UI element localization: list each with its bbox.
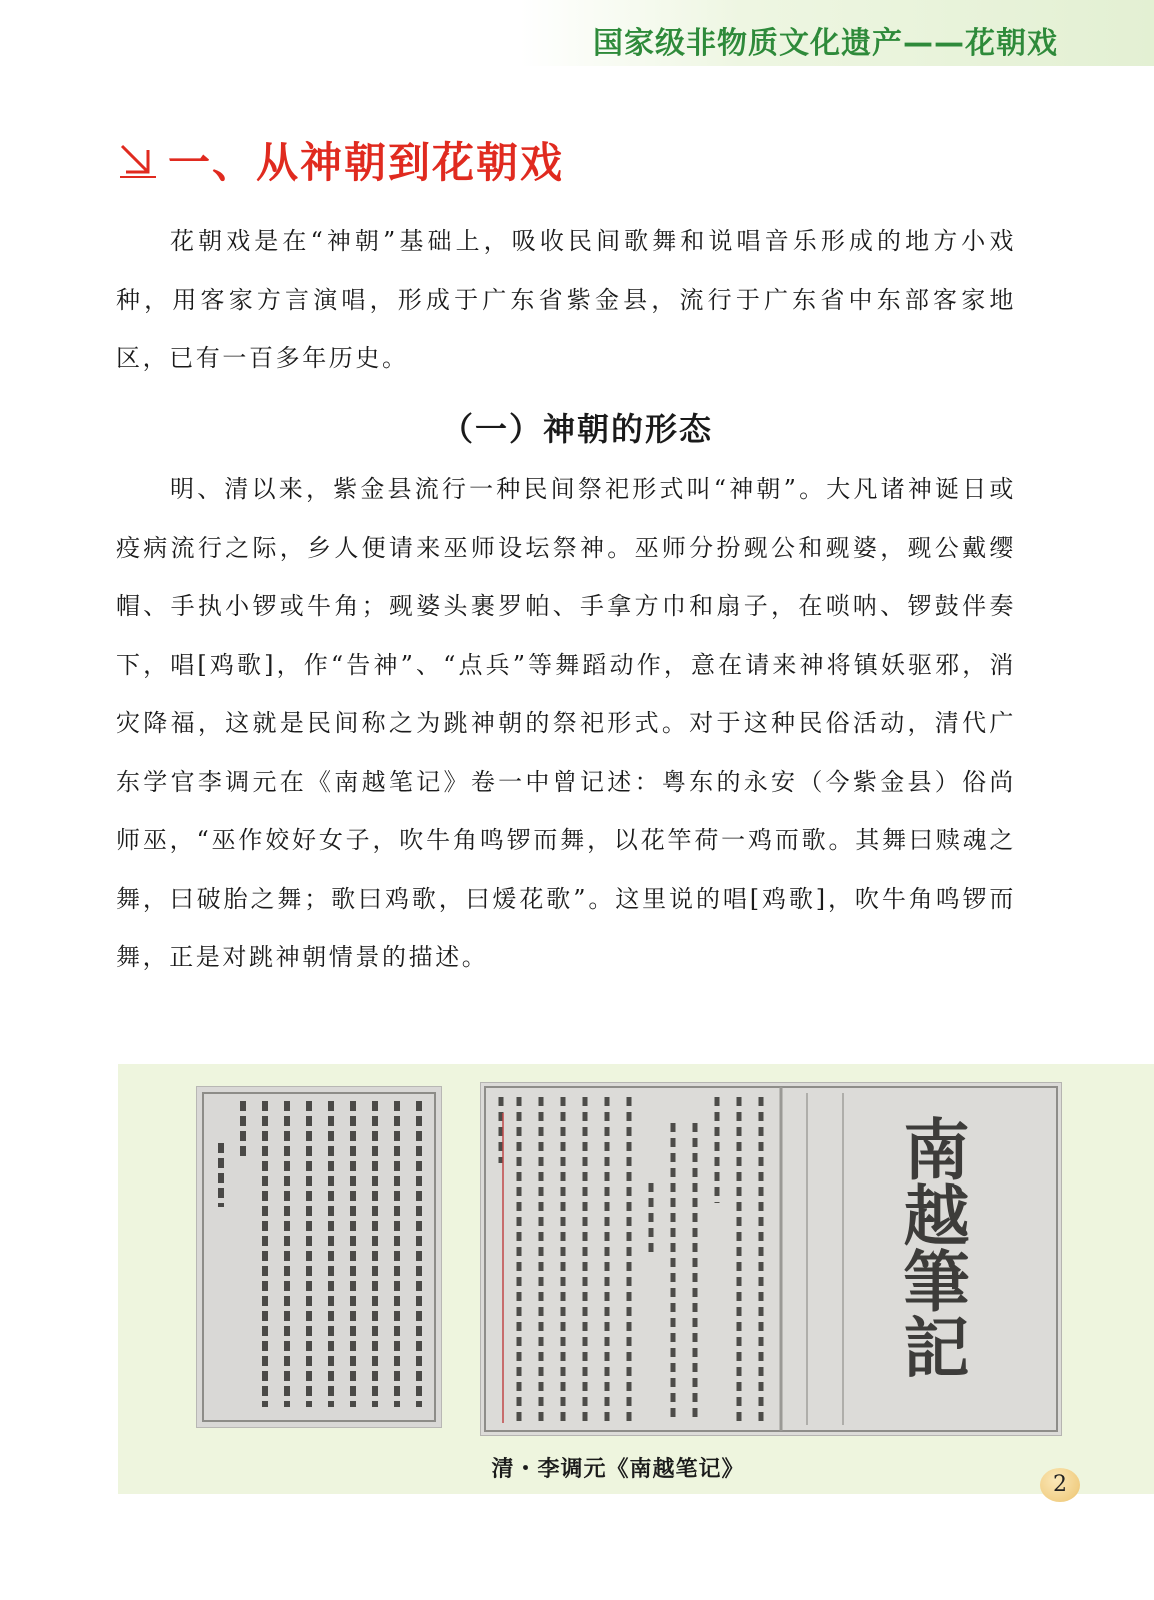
book-page-text-columns	[197, 1087, 441, 1427]
book-page-scan-image	[196, 1086, 442, 1428]
book-cover-scan-image	[480, 1082, 1062, 1436]
chapter-heading	[118, 130, 564, 190]
page-number-badge: 2	[1040, 1468, 1080, 1502]
arrow-down-right-icon	[118, 140, 158, 180]
book-cover-title: 南越筆記	[892, 1115, 970, 1379]
figure-caption: 清・李调元《南越笔记》	[491, 1457, 745, 1482]
main-paragraph: 明、清以来，紫金县流行一种民间祭祀形式叫“神朝”。大凡诸神诞日或疫病流行之际，乡人便请来巫师设坛祭神。巫师分扮觋公和觋婆，觋公戴缨帽、手执小锣或牛角；觋婆头裹罗帕、手拿方巾和扇子，在唢呐、锣鼓伴奏下，唱[鸡歌]，作“告神”、“点兵”等舞蹈动作，意在请来神将镇妖驱邪，消灾降福，这就是民间称之为跳神朝的祭祀形式。对于这种民俗活动，清代广东学官李调元在《南越笔记》卷一中曾记述：粤东的永安（今紫金县）俗尚师巫，“巫作姣好女子，吹牛角鸣锣而舞，以花竿荷一鸡而歌。其舞曰赎魂之舞，曰破胎之舞；歌曰鸡歌，曰煖花歌”。这里说的唱[鸡歌]，吹牛角鸣锣而舞，正是对跳神朝情景的描述。	[116, 475, 1016, 971]
figure-panel	[118, 1064, 1154, 1494]
chapter-title: 一、从神朝到花朝戏	[168, 138, 565, 187]
section-heading: （一）神朝的形态	[440, 410, 713, 448]
series-title: 国家级非物质文化遗产——花朝戏	[593, 26, 1058, 61]
book-cover-art	[481, 1083, 1061, 1435]
intro-paragraph: 花朝戏是在“神朝”基础上，吸收民间歌舞和说唱音乐形成的地方小戏种，用客家方言演唱，形成于广东省紫金县，流行于广东省中东部客家地区，已有一百多年历史。	[116, 227, 1016, 372]
